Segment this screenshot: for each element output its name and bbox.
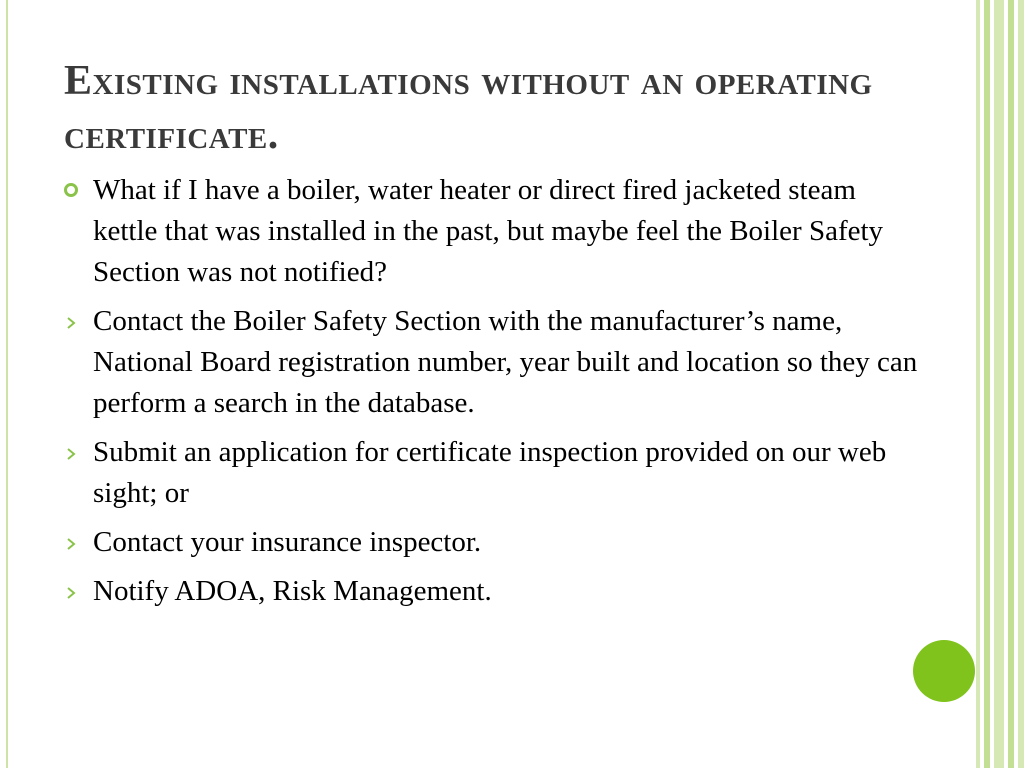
decorative-stripe	[984, 0, 990, 768]
decorative-stripe	[994, 0, 1004, 768]
decorative-green-dot	[913, 640, 975, 702]
slide-title: Existing installations without an operating certificate.	[64, 58, 873, 158]
list-item-text: Contact your insurance inspector.	[93, 526, 482, 558]
decorative-stripe	[976, 0, 980, 768]
arrow-bullet-icon	[65, 447, 79, 461]
list-item	[62, 432, 922, 514]
list-item	[62, 571, 922, 612]
list-item-text: Submit an application for certificate inspection provided on our web sight; or	[93, 436, 887, 509]
decorative-stripe	[1018, 0, 1024, 768]
list-item-text: Notify ADOA, Risk Management.	[93, 575, 492, 607]
list-item	[62, 170, 922, 293]
left-border-line	[6, 0, 8, 768]
list-item	[62, 522, 922, 563]
arrow-bullet-icon	[65, 316, 79, 330]
bullet-list	[62, 170, 922, 612]
arrow-bullet-icon	[65, 537, 79, 551]
decorative-stripe	[1008, 0, 1014, 768]
list-item-text: What if I have a boiler, water heater or direct fired jacketed steam kettle that was installed in the past, but maybe feel the Boiler Safety Section was not notified?	[93, 174, 884, 288]
list-item-text: Contact the Boiler Safety Section with the manufacturer’s name, National Board registration number, year built and location so they can perform a search in the database.	[93, 305, 918, 419]
list-item	[62, 301, 922, 424]
circle-bullet-icon	[64, 183, 78, 197]
arrow-bullet-icon	[65, 586, 79, 600]
